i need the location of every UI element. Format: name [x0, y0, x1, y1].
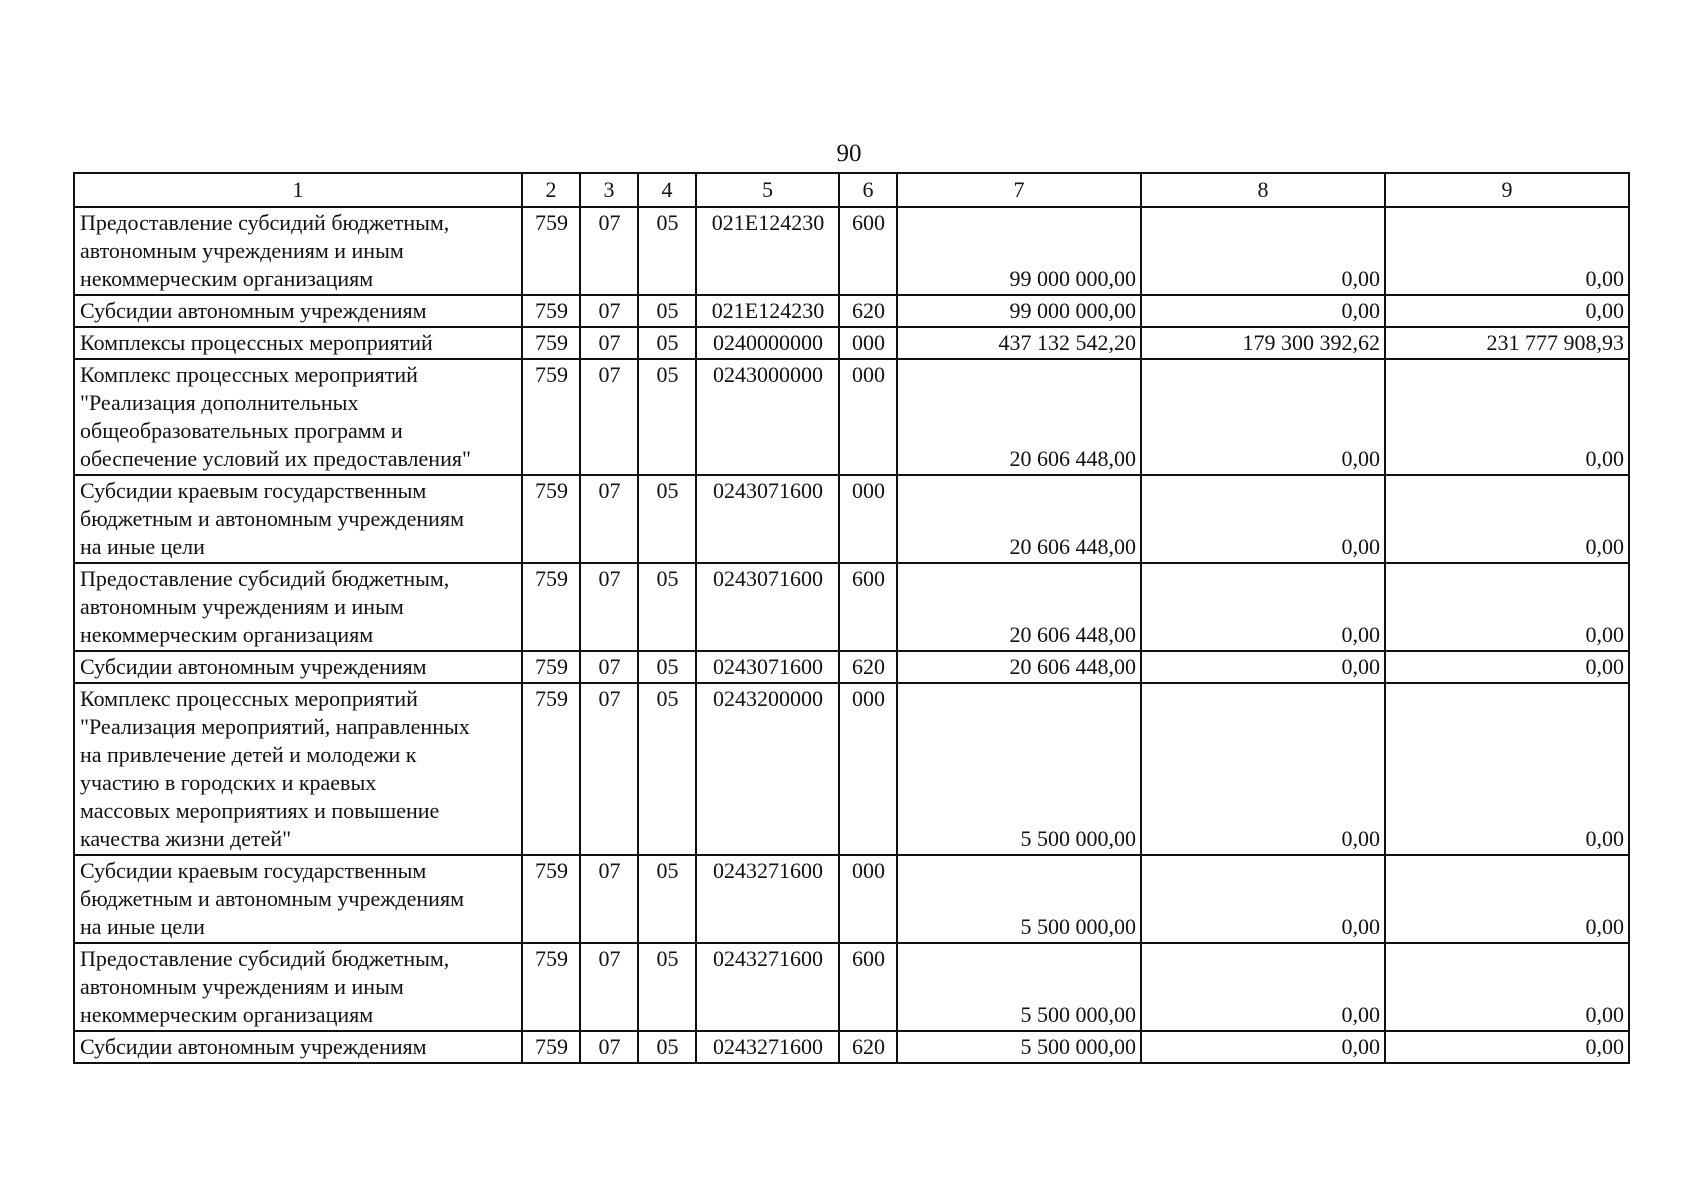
- cell-grbs: 759: [522, 327, 580, 359]
- cell-grbs: 759: [522, 295, 580, 327]
- cell-expense-type: 620: [839, 651, 897, 683]
- cell-target-article: 0243071600: [696, 563, 839, 651]
- cell-amount-col9: 0,00: [1385, 475, 1629, 563]
- cell-amount-col8: 0,00: [1141, 855, 1385, 943]
- cell-section: 07: [580, 563, 638, 651]
- cell-amount-col8: 0,00: [1141, 359, 1385, 475]
- budget-table: [73, 172, 1630, 1064]
- cell-name-line: общеобразовательных программ и: [80, 418, 403, 443]
- cell-subsection: 05: [638, 683, 696, 855]
- cell-name-line: Предоставление субсидий бюджетным,: [80, 210, 450, 235]
- cell-name-line: "Реализация мероприятий, направленных: [80, 714, 470, 739]
- cell-name-line: качества жизни детей": [80, 826, 292, 851]
- cell-amount-col8: 0,00: [1141, 683, 1385, 855]
- cell-amount-col9: 0,00: [1385, 295, 1629, 327]
- cell-name: [74, 475, 522, 563]
- cell-grbs: 759: [522, 943, 580, 1031]
- cell-section: 07: [580, 359, 638, 475]
- cell-grbs: 759: [522, 651, 580, 683]
- cell-name-line: Субсидии краевым государственным: [80, 858, 427, 883]
- cell-subsection: 05: [638, 295, 696, 327]
- cell-amount-col7: 20 606 448,00: [897, 563, 1141, 651]
- cell-section: 07: [580, 943, 638, 1031]
- header-cell-5: 5: [696, 173, 839, 207]
- cell-amount-col7: 20 606 448,00: [897, 359, 1141, 475]
- cell-name-line: участию в городских и краевых: [80, 770, 377, 795]
- cell-target-article: 021E124230: [696, 207, 839, 295]
- cell-amount-col7: 5 500 000,00: [897, 943, 1141, 1031]
- header-cell-3: 3: [580, 173, 638, 207]
- cell-target-article: 0240000000: [696, 327, 839, 359]
- cell-name-line: Субсидии автономным учреждениям: [80, 298, 427, 323]
- cell-amount-col7: 20 606 448,00: [897, 475, 1141, 563]
- table-row: [74, 563, 1629, 651]
- cell-grbs: 759: [522, 1031, 580, 1063]
- cell-grbs: 759: [522, 683, 580, 855]
- cell-grbs: 759: [522, 563, 580, 651]
- cell-name-line: "Реализация дополнительных: [80, 390, 359, 415]
- cell-name-line: бюджетным и автономным учреждениям: [80, 886, 465, 911]
- cell-name: [74, 327, 522, 359]
- header-cell-9: 9: [1385, 173, 1629, 207]
- cell-expense-type: 000: [839, 683, 897, 855]
- header-cell-8: 8: [1141, 173, 1385, 207]
- cell-amount-col7: 99 000 000,00: [897, 295, 1141, 327]
- cell-name-line: автономным учреждениям и иным: [80, 238, 404, 263]
- cell-name-line: бюджетным и автономным учреждениям: [80, 506, 465, 531]
- cell-amount-col7: 5 500 000,00: [897, 855, 1141, 943]
- cell-name-line: обеспечение условий их предоставления": [80, 446, 471, 471]
- cell-name-line: автономным учреждениям и иным: [80, 974, 404, 999]
- cell-section: 07: [580, 327, 638, 359]
- cell-name: [74, 563, 522, 651]
- cell-amount-col8: 0,00: [1141, 943, 1385, 1031]
- cell-section: 07: [580, 1031, 638, 1063]
- cell-amount-col8: 0,00: [1141, 475, 1385, 563]
- cell-subsection: 05: [638, 359, 696, 475]
- cell-name-line: на иные цели: [80, 534, 205, 559]
- cell-expense-type: 620: [839, 295, 897, 327]
- cell-expense-type: 000: [839, 475, 897, 563]
- cell-amount-col7: 5 500 000,00: [897, 1031, 1141, 1063]
- cell-name: [74, 943, 522, 1031]
- cell-target-article: 0243071600: [696, 651, 839, 683]
- cell-name: [74, 855, 522, 943]
- cell-expense-type: 600: [839, 943, 897, 1031]
- table-row: [74, 943, 1629, 1031]
- cell-grbs: 759: [522, 207, 580, 295]
- cell-subsection: 05: [638, 1031, 696, 1063]
- cell-target-article: 0243000000: [696, 359, 839, 475]
- cell-name-line: Комплекс процессных мероприятий: [80, 362, 418, 387]
- cell-name-line: Субсидии автономным учреждениям: [80, 1034, 427, 1059]
- table-row: [74, 1031, 1629, 1063]
- page-number: 90: [836, 140, 862, 167]
- cell-amount-col9: 0,00: [1385, 207, 1629, 295]
- cell-amount-col9: 0,00: [1385, 359, 1629, 475]
- cell-expense-type: 000: [839, 855, 897, 943]
- cell-expense-type: 620: [839, 1031, 897, 1063]
- cell-target-article: 0243200000: [696, 683, 839, 855]
- cell-amount-col9: 0,00: [1385, 855, 1629, 943]
- cell-name-line: Комплексы процессных мероприятий: [80, 330, 433, 355]
- cell-amount-col9: 0,00: [1385, 651, 1629, 683]
- cell-name-line: Комплекс процессных мероприятий: [80, 686, 418, 711]
- cell-amount-col7: 99 000 000,00: [897, 207, 1141, 295]
- cell-name-line: некоммерческим организациям: [80, 622, 374, 647]
- cell-amount-col9: 0,00: [1385, 943, 1629, 1031]
- table-row: [74, 683, 1629, 855]
- cell-name: [74, 359, 522, 475]
- cell-subsection: 05: [638, 651, 696, 683]
- cell-amount-col9: 231 777 908,93: [1385, 327, 1629, 359]
- table-row: [74, 295, 1629, 327]
- cell-amount-col9: 0,00: [1385, 563, 1629, 651]
- cell-grbs: 759: [522, 855, 580, 943]
- cell-amount-col7: 20 606 448,00: [897, 651, 1141, 683]
- table-row: [74, 359, 1629, 475]
- cell-subsection: 05: [638, 943, 696, 1031]
- cell-amount-col8: 0,00: [1141, 651, 1385, 683]
- table-row: [74, 475, 1629, 563]
- cell-section: 07: [580, 651, 638, 683]
- cell-name-line: Субсидии автономным учреждениям: [80, 654, 427, 679]
- cell-amount-col8: 0,00: [1141, 563, 1385, 651]
- cell-name-line: массовых мероприятиях и повышение: [80, 798, 440, 823]
- cell-amount-col8: 0,00: [1141, 295, 1385, 327]
- cell-name: [74, 1031, 522, 1063]
- cell-section: 07: [580, 295, 638, 327]
- cell-section: 07: [580, 475, 638, 563]
- cell-section: 07: [580, 683, 638, 855]
- cell-amount-col8: 0,00: [1141, 1031, 1385, 1063]
- cell-subsection: 05: [638, 475, 696, 563]
- cell-name: [74, 651, 522, 683]
- cell-subsection: 05: [638, 207, 696, 295]
- cell-subsection: 05: [638, 327, 696, 359]
- cell-amount-col8: 0,00: [1141, 207, 1385, 295]
- header-cell-2: 2: [522, 173, 580, 207]
- cell-name-line: Предоставление субсидий бюджетным,: [80, 566, 450, 591]
- cell-name: [74, 207, 522, 295]
- header-cell-4: 4: [638, 173, 696, 207]
- cell-name: [74, 683, 522, 855]
- header-row: [74, 173, 1629, 207]
- header-cell-1: 1: [74, 173, 522, 207]
- cell-name: [74, 295, 522, 327]
- table-body: [74, 173, 1629, 1063]
- cell-expense-type: 600: [839, 563, 897, 651]
- header-cell-7: 7: [897, 173, 1141, 207]
- cell-name-line: некоммерческим организациям: [80, 266, 374, 291]
- table-row: [74, 855, 1629, 943]
- cell-name-line: некоммерческим организациям: [80, 1002, 374, 1027]
- cell-name-line: на привлечение детей и молодежи к: [80, 742, 417, 767]
- cell-target-article: 021E124230: [696, 295, 839, 327]
- cell-name-line: автономным учреждениям и иным: [80, 594, 404, 619]
- cell-amount-col9: 0,00: [1385, 683, 1629, 855]
- cell-expense-type: 000: [839, 359, 897, 475]
- cell-grbs: 759: [522, 359, 580, 475]
- cell-amount-col7: 437 132 542,20: [897, 327, 1141, 359]
- cell-target-article: 0243071600: [696, 475, 839, 563]
- cell-section: 07: [580, 855, 638, 943]
- cell-name-line: на иные цели: [80, 914, 205, 939]
- cell-name-line: Предоставление субсидий бюджетным,: [80, 946, 450, 971]
- cell-amount-col7: 5 500 000,00: [897, 683, 1141, 855]
- table-row: [74, 651, 1629, 683]
- cell-subsection: 05: [638, 563, 696, 651]
- cell-target-article: 0243271600: [696, 855, 839, 943]
- cell-name-line: Субсидии краевым государственным: [80, 478, 427, 503]
- cell-amount-col8: 179 300 392,62: [1141, 327, 1385, 359]
- table-row: [74, 327, 1629, 359]
- table-row: [74, 207, 1629, 295]
- header-cell-6: 6: [839, 173, 897, 207]
- cell-subsection: 05: [638, 855, 696, 943]
- cell-amount-col9: 0,00: [1385, 1031, 1629, 1063]
- cell-target-article: 0243271600: [696, 1031, 839, 1063]
- cell-expense-type: 600: [839, 207, 897, 295]
- cell-target-article: 0243271600: [696, 943, 839, 1031]
- cell-grbs: 759: [522, 475, 580, 563]
- cell-section: 07: [580, 207, 638, 295]
- cell-expense-type: 000: [839, 327, 897, 359]
